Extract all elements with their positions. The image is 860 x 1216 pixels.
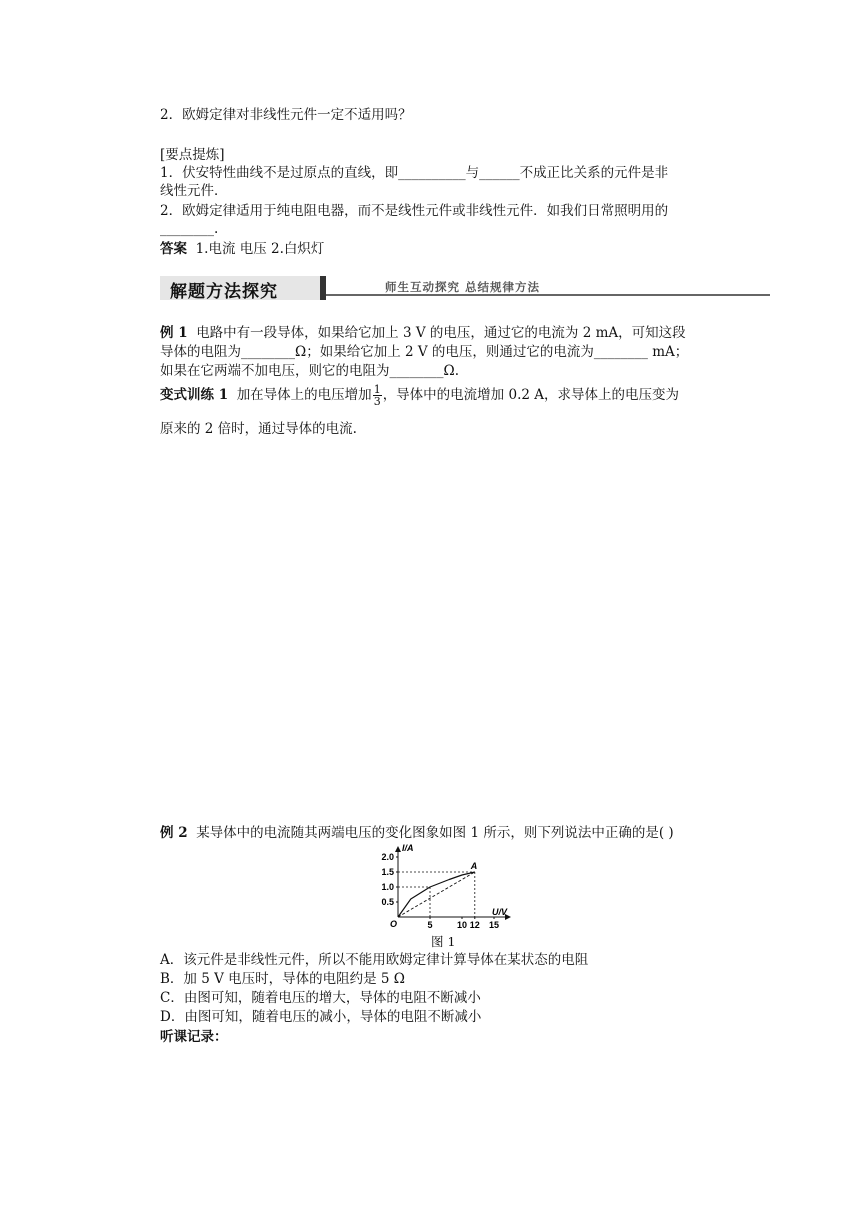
fraction-denominator: 3 (373, 395, 381, 408)
points-heading: [要点提炼] (160, 147, 225, 163)
iu-graph (360, 843, 520, 935)
option-c: C．由图可知，随着电压的增大，导体的电阻不断减小 (160, 990, 481, 1006)
question-2: 2．欧姆定律对非线性元件一定不适用吗？ (160, 107, 412, 123)
example-1-line-1 (160, 324, 686, 342)
y-tick-label: 1.5 (381, 867, 394, 877)
one-third-fraction (373, 384, 382, 407)
example-1-line-2: 导体的电阻为________Ω；如果给它加上 2 V 的电压，则通过它的电流为________ mA； (160, 344, 689, 360)
reference-line (398, 872, 475, 917)
variant-1-line-2: 原来的 2 倍时，通过导体的电流. (160, 421, 357, 437)
point-a-label: A (470, 861, 478, 871)
banner-title: 解题方法探究 (170, 282, 278, 302)
point-1-line-2: 线性元件． (160, 183, 228, 199)
option-d: D．由图可知，随着电压的减小，导体的电阻不断减小 (160, 1009, 482, 1025)
x-tick-label: 5 (427, 920, 433, 930)
answer-label: 答案 (160, 241, 187, 257)
x-tick-label: 12 (469, 920, 480, 930)
example-2-line (160, 824, 674, 842)
option-a: A．该元件是非线性元件，所以不能用欧姆定律计算导体在某状态的电阻 (160, 952, 589, 968)
x-axis-label: U/V (492, 907, 508, 917)
option-b: B．加 5 V 电压时，导体的电阻约是 5 Ω (160, 971, 405, 987)
banner-divider (320, 276, 326, 300)
example-1-text-1: 电路中有一段导体，如果给它加上 3 V 的电压，通过它的电流为 2 mA，可知这段 (196, 325, 686, 341)
banner-subtitle: 师生互动探究 总结规律方法 (385, 280, 541, 294)
example-1-label: 例 1 (160, 325, 188, 341)
y-tick-label: 0.5 (381, 897, 394, 907)
notes-label: 听课记录： (160, 1029, 228, 1045)
y-tick-label: 2.0 (381, 852, 394, 862)
variant-1-text-pre: 加在导体上的电压增加 (236, 387, 372, 403)
iu-graph-svg (360, 843, 520, 935)
point-2-line-1: 2．欧姆定律适用于纯电阻电器，而不是线性元件或非线性元件．如我们日常照明用的 (160, 203, 669, 219)
x-tick-label: 10 (456, 920, 468, 930)
y-axis-label: I/A (402, 843, 414, 853)
point-1-line-1: 1．伏安特性曲线不是过原点的直线，即__________与______不成正比关系的元件是非 (160, 165, 669, 181)
variant-1-label: 变式训练 1 (160, 387, 229, 403)
fraction-numerator: 1 (373, 383, 381, 396)
origin-label: O (390, 919, 398, 929)
x-tick-label: 15 (488, 920, 500, 930)
answer-text: 1.电流 电压 2.白炽灯 (195, 241, 325, 257)
example-2-text: 某导体中的电流随其两端电压的变化图象如图 1 所示，则下列说法中正确的是( ) (196, 825, 674, 841)
answer-line (160, 240, 324, 258)
variant-1-line-1 (160, 384, 679, 407)
variant-1-text-post: ，导体中的电流增加 0.2 A，求导体上的电压变为 (382, 387, 679, 403)
figure-caption: 图 1 (431, 934, 456, 949)
example-1-line-3: 如果在它两端不加电压，则它的电阻为________Ω. (160, 363, 459, 379)
point-2-line-2: ________. (160, 221, 219, 237)
example-2-label: 例 2 (160, 825, 188, 841)
section-banner (160, 276, 770, 300)
y-tick-label: 1.0 (381, 882, 394, 892)
